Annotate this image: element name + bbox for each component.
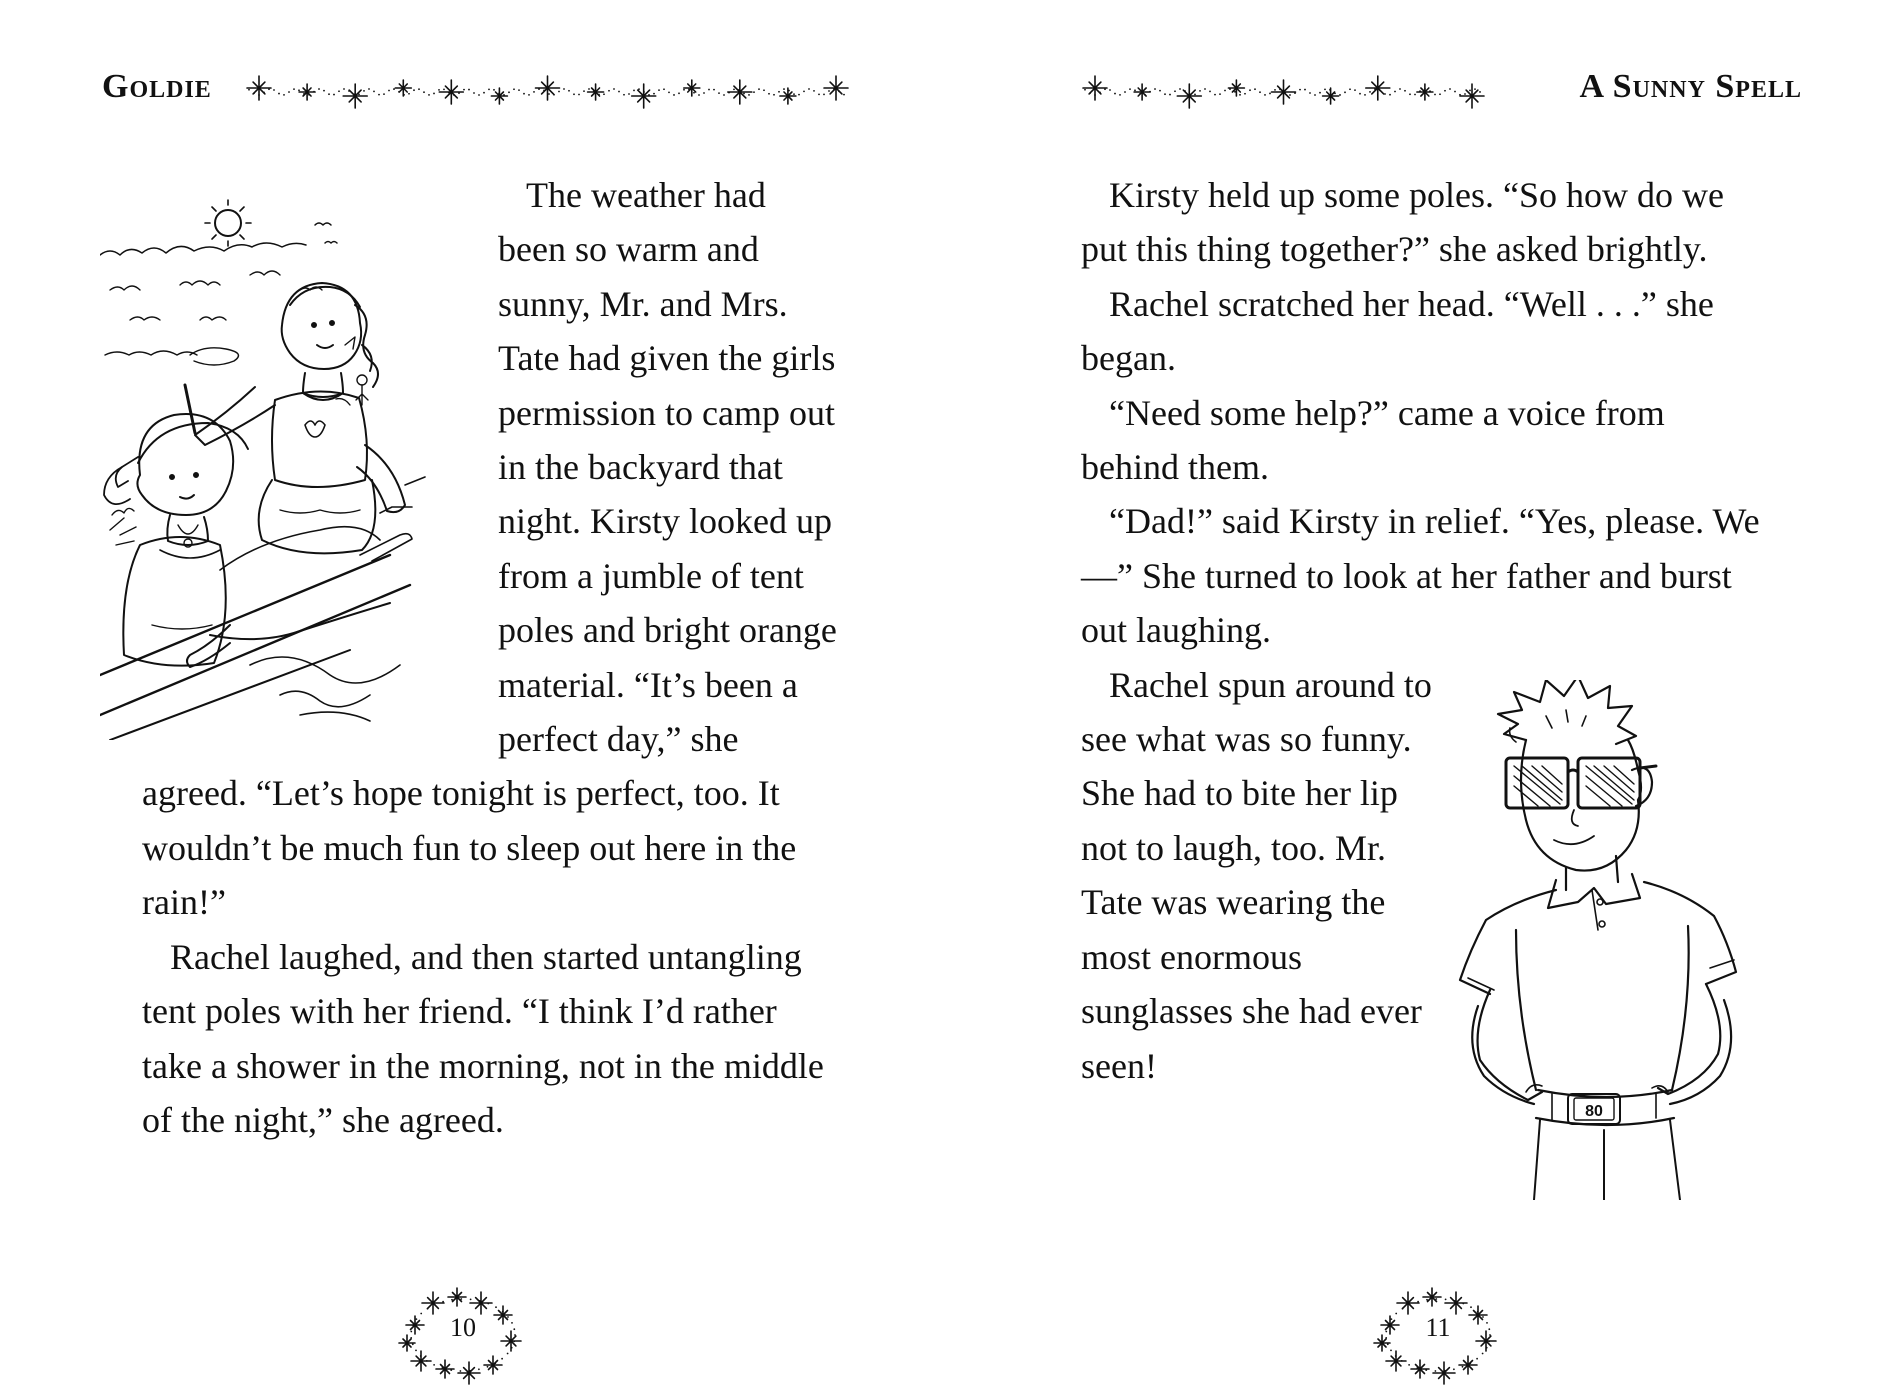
folio-star-icon (1386, 1351, 1406, 1371)
folio-star-icon (422, 1292, 444, 1314)
sparkle-star-icon (1228, 80, 1244, 96)
sparkle-star-icon (343, 84, 367, 108)
illustration-text-wrap (142, 168, 498, 753)
star-rule-left (245, 72, 850, 112)
right-page-body (1081, 168, 1761, 1169)
sparkle-star-icon (439, 80, 463, 104)
page-number-text: 10 (450, 1313, 476, 1342)
sparkle-star-icon (536, 76, 560, 100)
page-number-left (393, 1285, 533, 1385)
sparkle-star-icon (1177, 84, 1201, 108)
sparkle-star-icon (1134, 84, 1150, 100)
folio-star-icon (448, 1288, 466, 1306)
sparkle-star-icon (299, 84, 315, 100)
page-number-text: 11 (1425, 1313, 1451, 1342)
running-head-right: A Sunny Spell (1579, 68, 1802, 105)
sparkle-star-icon (780, 88, 796, 104)
sparkle-star-icon (824, 76, 848, 100)
paragraph: The weather had been so warm and sunny, Mr. and Mrs. Tate had given the girls permission to camp out in the backyard that night. Kirsty looked up from a jumble of tent poles and bright orange material. “It’s been a perfect day,” she agreed. “Let’s hope tonight is perfect, too. It wouldn’t be much fun to sleep out here in the rain!” (142, 175, 837, 923)
folio-star-icon (1411, 1360, 1429, 1378)
running-head-left: Goldie (102, 68, 212, 105)
paragraph: Rachel scratched her head. “Well . . .” she began. (1081, 283, 1714, 379)
right-page (946, 0, 1892, 1396)
sparkle-star-icon (588, 84, 604, 100)
paragraph: Rachel laughed, and then started untangling tent poles with her friend. “I think I’d rather take a shower in the morning, not in the middle of the night,” she agreed. (142, 936, 824, 1140)
sparkle-star-icon (684, 80, 700, 96)
left-page-body (142, 168, 842, 1147)
star-rule-right (1081, 72, 1486, 112)
folio-star-icon (1423, 1288, 1441, 1306)
sparkle-star-icon (247, 76, 271, 100)
sparkle-star-icon (1323, 88, 1339, 104)
folio-star-icon (1433, 1362, 1455, 1384)
folio-star-icon (436, 1360, 454, 1378)
paragraph: Kirsty held up some poles. “So how do we put this thing together?” she asked brightly. (1081, 175, 1724, 270)
sparkle-star-icon (1083, 76, 1107, 100)
sparkle-star-icon (1366, 76, 1390, 100)
belt-buckle-text: 80 (1585, 1103, 1603, 1120)
sparkle-star-icon (728, 80, 752, 104)
page-number-right (1368, 1285, 1508, 1385)
illustration-text-wrap (1449, 654, 1761, 1169)
paragraph: “Dad!” said Kirsty in relief. “Yes, please. We—” She turned to look at her father and burst out laughing. (1081, 501, 1760, 651)
folio-star-icon (411, 1351, 431, 1371)
sparkle-star-icon (1460, 84, 1484, 108)
paragraph: “Need some help?” came a voice from behind them. (1081, 392, 1665, 488)
sparkle-star-icon (1272, 80, 1296, 104)
folio-star-icon (1459, 1356, 1477, 1374)
sparkle-star-icon (632, 84, 656, 108)
paragraph: Rachel spun around to see what was so funny. She had to bite her lip not to laugh, too. Mr. Tate was wearing the most enormous sunglasses she had ever seen! (1081, 664, 1432, 1086)
folio-star-icon (484, 1356, 502, 1374)
folio-star-icon (1397, 1292, 1419, 1314)
sparkle-star-icon (1417, 84, 1433, 100)
folio-star-icon (458, 1362, 480, 1384)
